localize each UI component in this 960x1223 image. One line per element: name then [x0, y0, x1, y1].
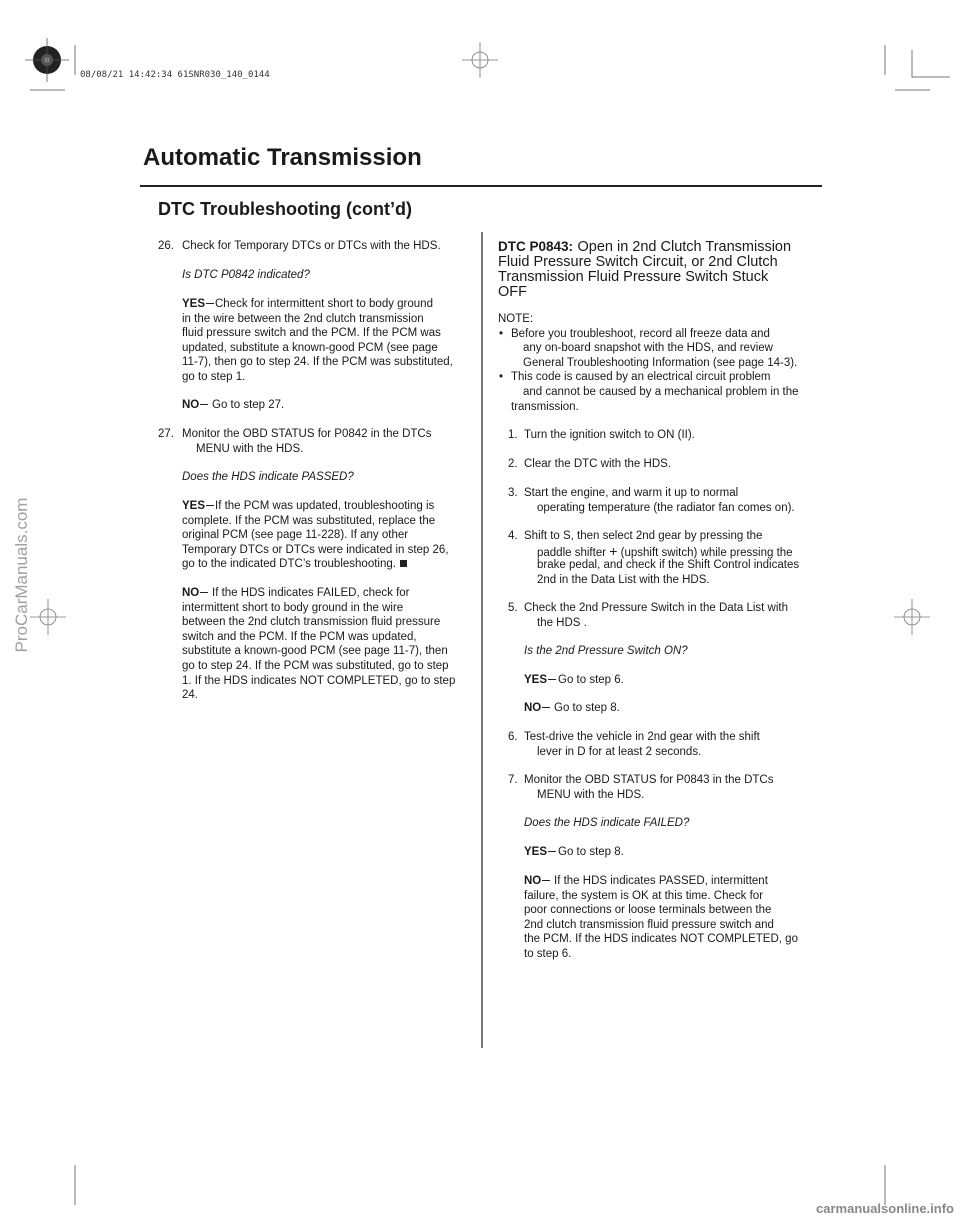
yes-text: go to the indicated DTC’s troubleshooting.: [182, 557, 407, 572]
no-text: If the HDS indicates PASSED, intermittent: [554, 875, 768, 887]
step-text: Check for Temporary DTCs or DTCs with the HDS.: [182, 240, 441, 252]
dtc-title: Open in 2nd Clutch Transmission: [577, 239, 792, 255]
step-number: 6.: [508, 731, 518, 743]
yes-text: Go to step 6.: [558, 674, 624, 686]
step-number: 1.: [508, 429, 518, 441]
step-number: 5.: [508, 602, 518, 614]
bullet-icon: •: [499, 371, 504, 384]
step-text: paddle shifter + (upshift switch) while pressing the: [537, 542, 793, 559]
step-text: Start the engine, and warm it up to normal: [524, 487, 739, 499]
page-title: Automatic Transmission: [143, 144, 422, 171]
no-text: failure, the system is OK at this time. Check for: [524, 889, 764, 902]
step-text: MENU with the HDS.: [537, 788, 645, 801]
step-text: 2nd in the Data List with the HDS.: [537, 573, 710, 586]
watermark: ProCarManuals.com: [12, 497, 31, 653]
yes-text: original PCM (see page 11-228). If any other: [182, 529, 409, 542]
yes-label: YES: [182, 297, 216, 312]
no-text: poor connections or loose terminals between the: [524, 904, 772, 917]
dtc-title: Fluid Pressure Switch Circuit, or 2nd Clutch: [498, 253, 778, 270]
note-text: any on-board snapshot with the HDS, and review: [523, 342, 773, 355]
no-text: 1. If the HDS indicates NOT COMPLETED, go to step: [182, 674, 456, 687]
yes-label: YES: [182, 499, 216, 514]
yes-label: YES: [524, 845, 558, 860]
step-question: Does the HDS indicate FAILED?: [524, 817, 690, 829]
no-label: NO: [182, 398, 210, 413]
note-label: NOTE:: [498, 313, 534, 325]
yes-text: go to step 1.: [182, 371, 246, 383]
step-text: Shift to S, then select 2nd gear by pressing the: [524, 530, 763, 542]
no-text: go to step 24. If the PCM was substituted, go to step: [182, 660, 449, 672]
step-question: Is DTC P0842 indicated?: [182, 269, 310, 281]
end-square-icon: [400, 560, 407, 567]
section-subtitle: DTC Troubleshooting (cont’d): [158, 199, 412, 219]
step-text: the HDS .: [537, 616, 587, 629]
no-text: the PCM. If the HDS indicates NOT COMPLETED, go: [524, 933, 798, 946]
step-number: 4.: [508, 530, 518, 542]
yes-text: Temporary DTCs or DTCs were indicated in step 26,: [182, 543, 449, 556]
no-text: 24.: [182, 689, 198, 702]
no-text: 2nd clutch transmission fluid pressure switch and: [524, 918, 774, 931]
no-label: NO: [182, 586, 210, 601]
crosshair-icon: [462, 42, 498, 78]
no-text: If the HDS indicates FAILED, check for: [212, 587, 410, 599]
yes-label: YES: [524, 673, 558, 688]
no-text: switch and the PCM. If the PCM was updated,: [182, 630, 417, 643]
yes-text: 11-7), then go to step 24. If the PCM was substituted,: [182, 356, 453, 369]
note-text: This code is caused by an electrical circuit problem: [511, 371, 771, 384]
step-text: Monitor the OBD STATUS for P0842 in the DTCs: [182, 428, 432, 440]
print-stamp: 08/08/21 14:42:34 61SNR030_140_0144: [80, 70, 270, 80]
dtc-title: Transmission Fluid Pressure Switch Stuck: [498, 268, 769, 285]
step-text: operating temperature (the radiator fan comes on).: [537, 501, 795, 514]
step-number: 7.: [508, 774, 518, 786]
step-number: 2.: [508, 458, 518, 470]
step-question: Does the HDS indicate PASSED?: [182, 471, 354, 483]
no-text: Go to step 27.: [212, 399, 285, 411]
note-text: Before you troubleshoot, record all freeze data and: [511, 327, 770, 340]
step-text: Check the 2nd Pressure Switch in the Data List with: [524, 602, 788, 614]
step-text: Test-drive the vehicle in 2nd gear with the shift: [524, 731, 760, 743]
crosshair-icon: [894, 599, 930, 635]
yes-text: fluid pressure switch and the PCM. If the PCM was: [182, 327, 441, 340]
step-text: Monitor the OBD STATUS for P0843 in the DTCs: [524, 774, 774, 786]
dtc-title: OFF: [498, 283, 527, 300]
upshift-plus-icon: +: [609, 542, 618, 559]
step-text: Clear the DTC with the HDS.: [524, 458, 671, 470]
footer-watermark: carmanualsonline.info: [816, 1201, 954, 1216]
no-label: NO: [524, 701, 552, 716]
note-text: transmission.: [511, 400, 579, 413]
yes-text: complete. If the PCM was substituted, replace the: [182, 514, 436, 527]
step-question: Is the 2nd Pressure Switch ON?: [524, 645, 688, 657]
yes-text: Check for intermittent short to body ground: [215, 298, 433, 310]
step-number: 3.: [508, 487, 518, 499]
bullet-icon: •: [499, 327, 504, 340]
yes-text: in the wire between the 2nd clutch transmission: [182, 312, 424, 325]
yes-text: Go to step 8.: [558, 846, 624, 858]
crosshair-icon: [30, 599, 66, 635]
dtc-code: DTC P0843:: [498, 239, 574, 254]
no-text: intermittent short to body ground in the wire: [182, 601, 404, 614]
step-number: 27.: [158, 428, 174, 440]
yes-text: If the PCM was updated, troubleshooting is: [215, 500, 435, 512]
step-text: brake pedal, and check if the Shift Control indicates: [537, 559, 800, 572]
step-text: Turn the ignition switch to ON (II).: [524, 429, 695, 441]
step-text: MENU with the HDS.: [196, 442, 304, 455]
note-text: General Troubleshooting Information (see page 14-3).: [523, 356, 798, 369]
no-text: to step 6.: [524, 948, 572, 960]
no-text: between the 2nd clutch transmission fluid pressure: [182, 616, 441, 629]
yes-text: updated, substitute a known-good PCM (see page: [182, 341, 438, 354]
note-text: and cannot be caused by a mechanical problem in the: [523, 386, 799, 398]
step-number: 26.: [158, 240, 174, 252]
no-text: Go to step 8.: [554, 702, 620, 714]
no-text: substitute a known-good PCM (see page 11-7), then: [182, 645, 448, 658]
step-text: lever in D for at least 2 seconds.: [537, 745, 702, 758]
registration-mark-icon: [25, 38, 69, 82]
no-label: NO: [524, 874, 552, 889]
